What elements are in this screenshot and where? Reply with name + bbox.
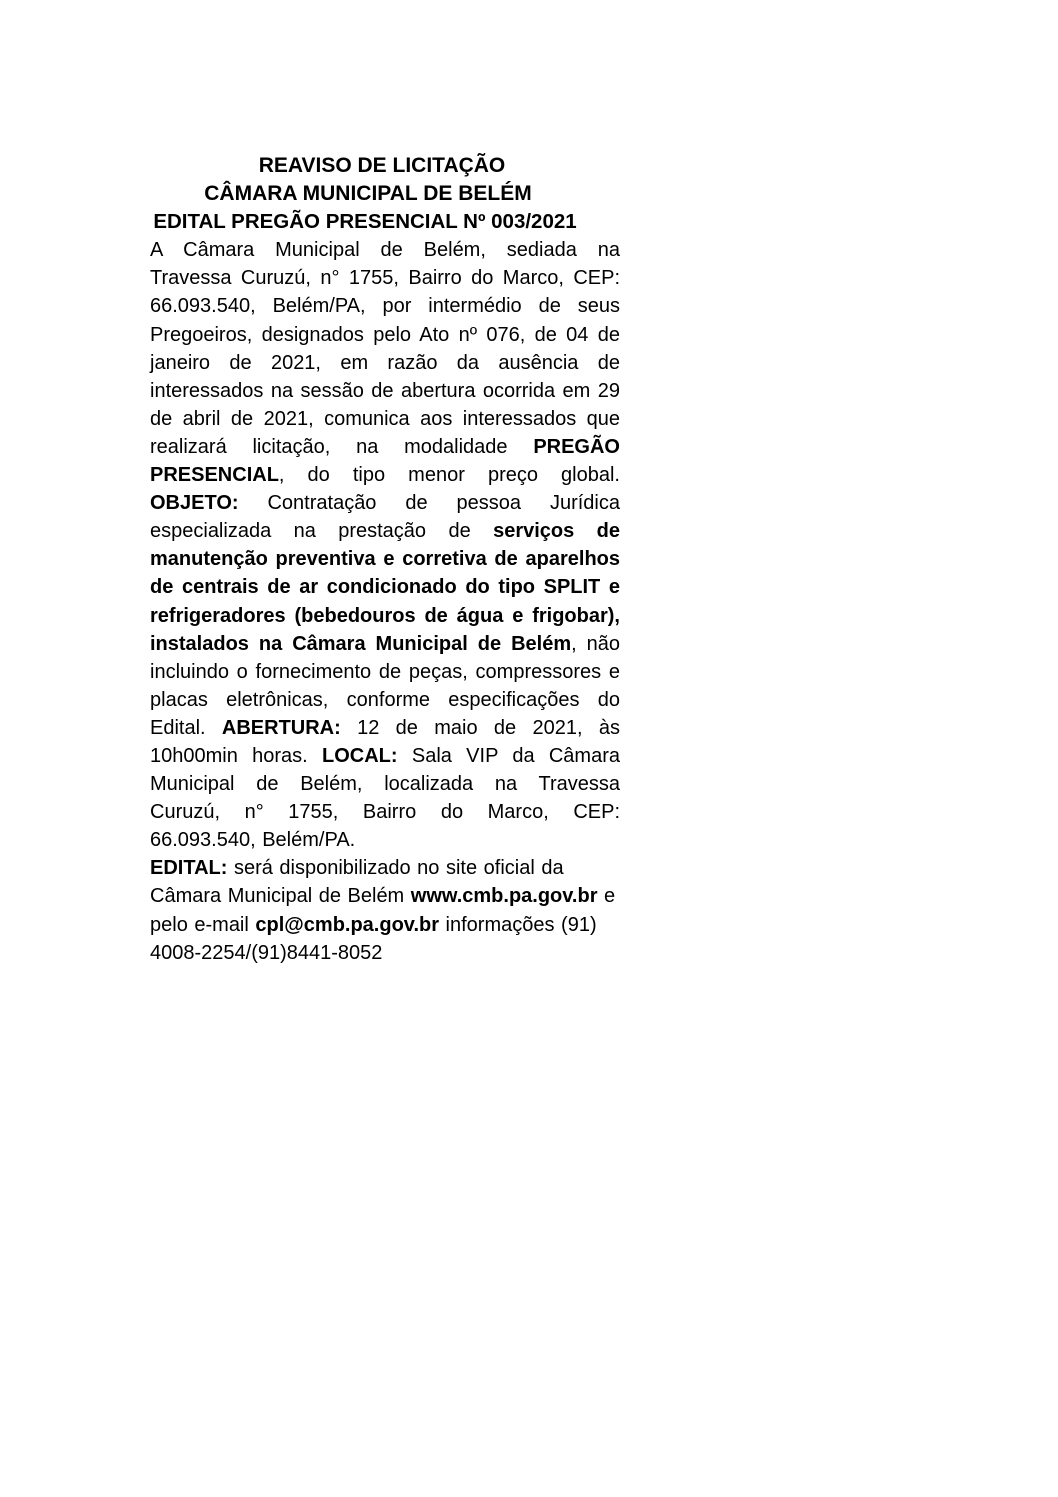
notice-content [150, 152, 620, 967]
notice-edital-number: EDITAL PREGÃO PRESENCIAL Nº 003/2021 [153, 210, 577, 234]
notice-organization: CÂMARA MUNICIPAL DE BELÉM [204, 182, 532, 206]
notice-body-paragraph: A Câmara Municipal de Belém, sediada na Travessa Curuzú, n° 1755, Bairro do Marco, CEP: 66.093.540, Belém/PA, por intermédio de seus Pregoeiros, designados pelo Ato nº 076, de 04 de janeiro de 2021, em razão da ausência de interessados na sessão de abertura ocorrida em 29 de abril de 2021, comunica aos interessados que realizará licitação, na modalidade PREGÃO PRESENCIAL, do tipo menor preço global. OBJETO: Contratação de pessoa Jurídica especializada na prestação de serviços de manutenção preventiva e corretiva de aparelhos de centrais de ar condicionado do tipo SPLIT e refrigeradores (bebedouros de água e frigobar), instalados na Câmara Municipal de Belém, não incluindo o fornecimento de peças, compressores e placas eletrônicas, conforme especificações do Edital. ABERTURA: 12 de maio de 2021, às 10h00min horas. LOCAL: Sala VIP da Câmara Municipal de Belém, localizada na Travessa Curuzú, n° 1755, Bairro do Marco, CEP: 66.093.540, Belém/PA. [150, 239, 621, 852]
notice-contact-paragraph: EDITAL: será disponibilizado no site oficial da Câmara Municipal de Belém www.cmb.pa.gov.br e pelo e-mail cpl@cmb.pa.gov.br informações (91) 4008-2254/(91)8441-8052 [150, 857, 616, 964]
notice-title: REAVISO DE LICITAÇÃO [258, 154, 506, 177]
